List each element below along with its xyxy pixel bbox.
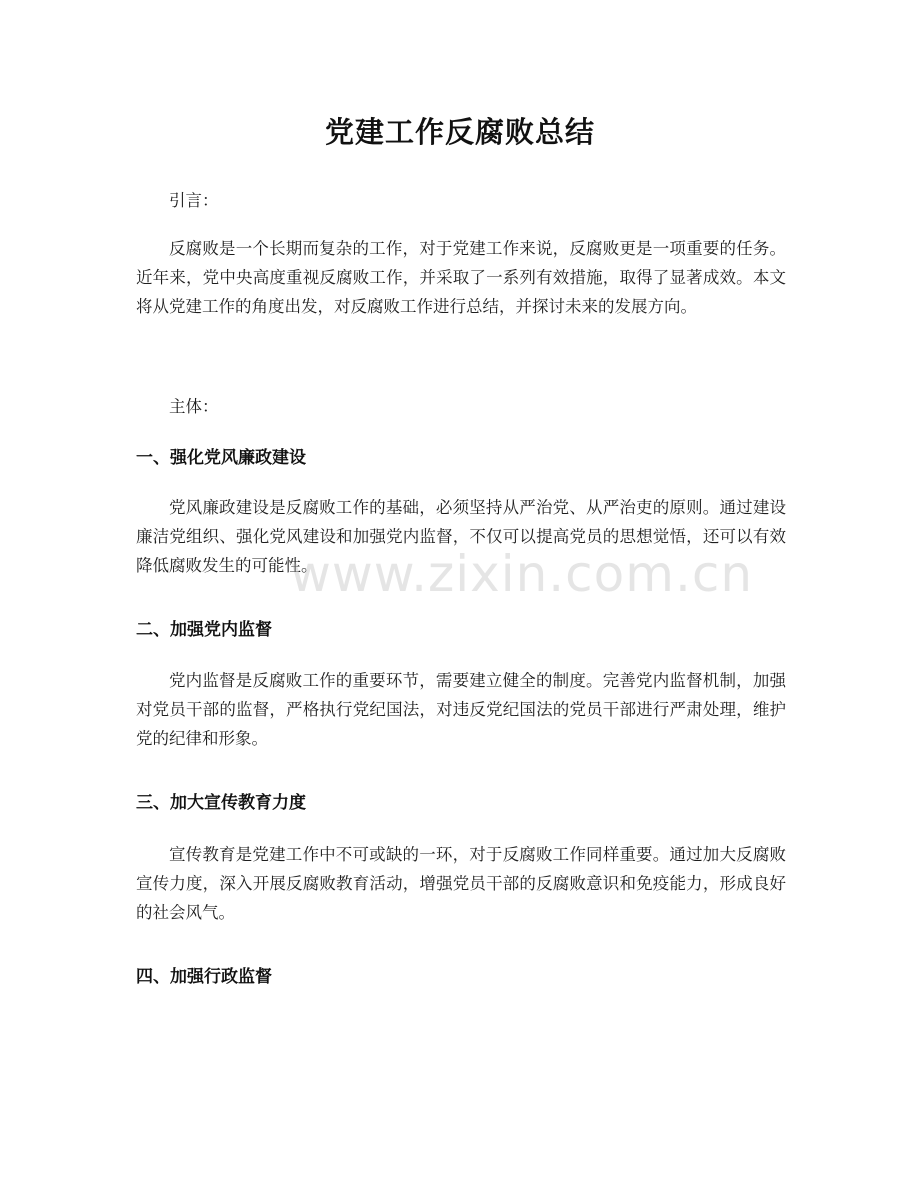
section-paragraph-1: 党风廉政建设是反腐败工作的基础，必须坚持从严治党、从严治吏的原则。通过建设廉洁党组织、强化党风建设和加强党内监督，不仅可以提高党员的思想觉悟，还可以有效降低腐败发生的可能性。 bbox=[136, 498, 786, 575]
document-title: 党建工作反腐败总结 bbox=[324, 115, 595, 149]
intro-label: 引言： bbox=[169, 191, 219, 210]
section-heading-4: 四、加强行政监督 bbox=[136, 967, 272, 987]
section-heading-3: 三、加大宣传教育力度 bbox=[136, 793, 306, 813]
section-heading-1: 一、强化党风廉政建设 bbox=[136, 448, 306, 468]
section-heading-2: 二、加强党内监督 bbox=[136, 620, 272, 640]
watermark: www.zixin.com.cn bbox=[290, 545, 754, 603]
section-paragraph-3: 宣传教育是党建工作中不可或缺的一环，对于反腐败工作同样重要。通过加大反腐败宣传力度，深入开展反腐败教育活动，增强党员干部的反腐败意识和免疫能力，形成良好的社会风气。 bbox=[136, 845, 786, 922]
body-label: 主体： bbox=[169, 397, 219, 416]
section-paragraph-2: 党内监督是反腐败工作的重要环节，需要建立健全的制度。完善党内监督机制，加强对党员干部的监督，严格执行党纪国法，对违反党纪国法的党员干部进行严肃处理，维护党的纪律和形象。 bbox=[136, 671, 786, 748]
intro-paragraph: 反腐败是一个长期而复杂的工作，对于党建工作来说，反腐败更是一项重要的任务。近年来，党中央高度重视反腐败工作，并采取了一系列有效措施，取得了显著成效。本文将从党建工作的角度出发，对反腐败工作进行总结，并探讨未来的发展方向。 bbox=[136, 239, 786, 316]
